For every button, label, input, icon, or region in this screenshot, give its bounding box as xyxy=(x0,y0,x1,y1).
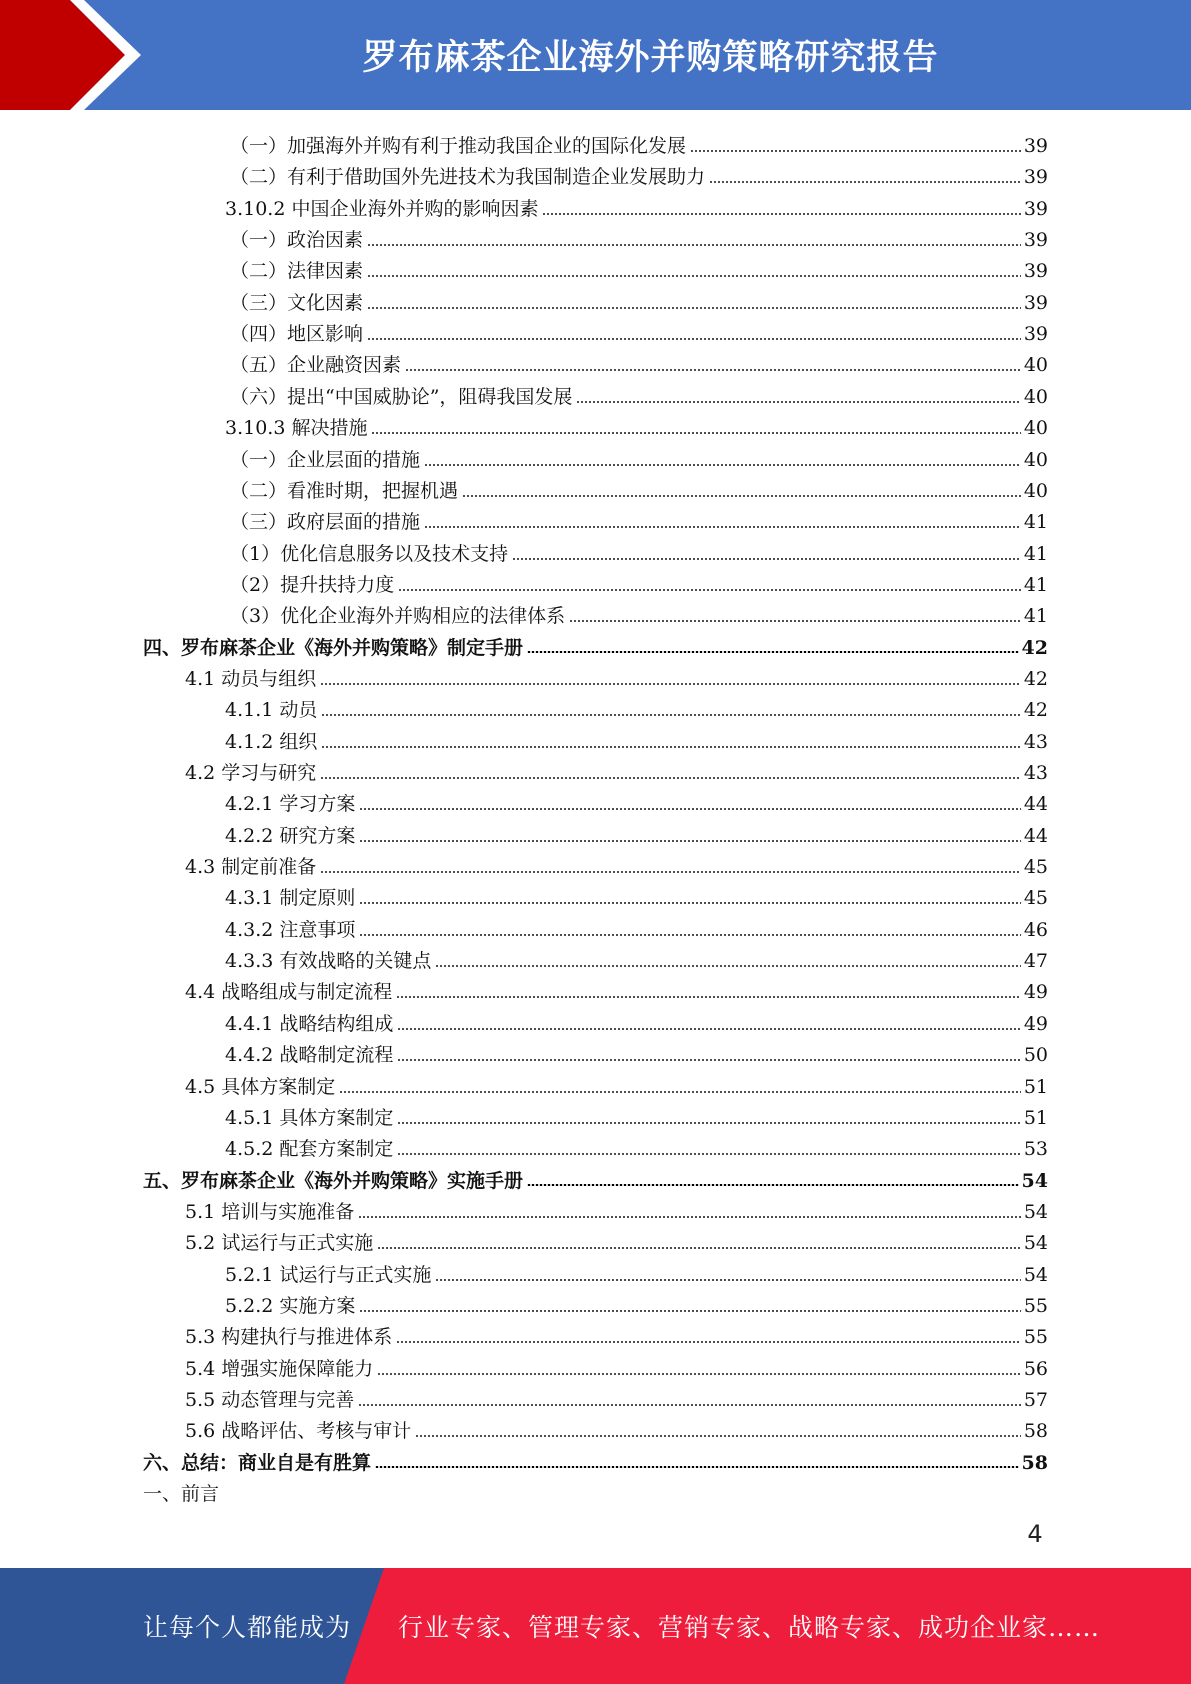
toc-entry[interactable] xyxy=(185,1412,1048,1443)
toc-entry-label: 5.2.1 试运行与正式实施 xyxy=(225,1263,432,1286)
toc-entry-label: （一）企业层面的措施 xyxy=(230,448,421,471)
toc-entry-page: 39 xyxy=(1023,291,1048,314)
toc-entry-label: 5.1 培训与实施准备 xyxy=(185,1200,355,1223)
toc-entry[interactable] xyxy=(230,221,1048,252)
toc-entry-label: （三）政府层面的措施 xyxy=(230,511,421,534)
toc-entry[interactable] xyxy=(185,1193,1048,1224)
toc-entry-page: 51 xyxy=(1023,1106,1048,1129)
toc-dot-leader xyxy=(375,1466,1019,1469)
toc-entry-label: （二）有利于借助国外先进技术为我国制造企业发展助力 xyxy=(230,166,706,189)
toc-entry-label: 4.2.1 学习方案 xyxy=(225,793,356,816)
toc-dot-leader xyxy=(397,1028,1020,1030)
page-footer xyxy=(0,1568,1191,1684)
toc-entry-label: （二）看准时期，把握机遇 xyxy=(230,479,459,502)
toc-entry[interactable] xyxy=(225,190,1048,221)
toc-dot-leader xyxy=(358,1216,1021,1218)
toc-entry-page: 39 xyxy=(1023,229,1048,252)
toc-entry-page: 41 xyxy=(1023,511,1048,534)
toc-entry-label: 5.2 试运行与正式实施 xyxy=(185,1232,374,1255)
toc-entry[interactable] xyxy=(225,817,1048,848)
toc-dot-leader xyxy=(424,526,1021,528)
toc-entry-page: 45 xyxy=(1023,887,1048,910)
toc-dot-leader xyxy=(709,181,1021,183)
toc-dot-leader xyxy=(339,1091,1021,1093)
footer-slogan-left: 让每个人都能成为 xyxy=(143,1613,352,1642)
toc-entry-page: 55 xyxy=(1023,1294,1048,1317)
toc-entry-page: 39 xyxy=(1023,135,1048,157)
toc-entry-label: （一）政治因素 xyxy=(230,229,364,252)
toc-entry[interactable] xyxy=(185,1068,1048,1099)
toc-entry-label: 5.2.2 实施方案 xyxy=(225,1294,356,1317)
toc-entry[interactable] xyxy=(230,346,1048,377)
toc-dot-leader xyxy=(542,213,1020,215)
toc-dot-leader xyxy=(377,1373,1021,1375)
toc-entry[interactable] xyxy=(143,629,1048,660)
toc-entry-page: 40 xyxy=(1023,448,1048,471)
toc-entry[interactable] xyxy=(225,1099,1048,1130)
toc-dot-leader xyxy=(358,1404,1021,1406)
toc-dot-leader xyxy=(367,244,1021,246)
toc-dot-leader xyxy=(359,1310,1020,1312)
toc-entry-label: 4.3.1 制定原则 xyxy=(225,887,356,910)
toc-entry-page: 54 xyxy=(1021,1169,1048,1192)
toc-entry-label: （二）法律因素 xyxy=(230,260,364,283)
footer-slogan-right: 行业专家、管理专家、营销专家、战略专家、成功企业家…… xyxy=(398,1613,1101,1642)
toc-dot-leader xyxy=(527,1184,1019,1187)
toc-entry-label: 3.10.3 解决措施 xyxy=(225,417,368,440)
toc-entry-page: 54 xyxy=(1023,1263,1048,1286)
toc-entry[interactable] xyxy=(225,1287,1048,1318)
toc-entry[interactable] xyxy=(230,252,1048,283)
toc-entry-page: 42 xyxy=(1021,636,1048,659)
toc-entry[interactable] xyxy=(230,472,1048,503)
toc-entry-page: 50 xyxy=(1023,1044,1048,1067)
toc-entry[interactable] xyxy=(185,973,1048,1004)
toc-entry-page: 41 xyxy=(1023,605,1048,628)
toc-dot-leader xyxy=(405,369,1021,371)
toc-entry-label: （2）提升扶持力度 xyxy=(230,573,395,596)
toc-entry-label: 4.3.2 注意事项 xyxy=(225,918,356,941)
toc-entry-page: 45 xyxy=(1023,856,1048,879)
toc-entry-page: 49 xyxy=(1023,981,1048,1004)
toc-entry[interactable] xyxy=(225,409,1048,440)
toc-entry-page: 39 xyxy=(1023,197,1048,220)
toc-entry-label: 5.4 增强实施保障能力 xyxy=(185,1357,374,1380)
toc-dot-leader xyxy=(397,1122,1020,1124)
toc-entry-label: 4.4 战略组成与制定流程 xyxy=(185,981,393,1004)
toc-entry[interactable] xyxy=(230,127,1048,158)
toc-entry-page: 40 xyxy=(1023,385,1048,408)
toc-entry-label: （1）优化信息服务以及技术支持 xyxy=(230,542,509,565)
toc-entry[interactable] xyxy=(225,1256,1048,1287)
toc-dot-leader xyxy=(435,965,1020,967)
toc-entry[interactable] xyxy=(143,1162,1048,1193)
toc-entry[interactable] xyxy=(225,1130,1048,1161)
toc-entry[interactable] xyxy=(225,785,1048,816)
toc-entry-label: 4.4.2 战略制定流程 xyxy=(225,1044,394,1067)
toc-entry-page: 51 xyxy=(1023,1075,1048,1098)
toc-entry[interactable] xyxy=(225,691,1048,722)
toc-entry-page: 44 xyxy=(1023,824,1048,847)
toc-dot-leader xyxy=(396,1341,1021,1343)
toc-entry[interactable] xyxy=(230,535,1048,566)
toc-dot-leader xyxy=(569,620,1021,622)
toc-entry-label: 5.5 动态管理与完善 xyxy=(185,1389,355,1411)
toc-entry-page: 39 xyxy=(1023,260,1048,283)
toc-dot-leader xyxy=(512,558,1021,560)
toc-entry[interactable] xyxy=(143,1475,221,1506)
toc-entry-label: 四、罗布麻茶企业《海外并购策略》制定手册 xyxy=(143,636,524,659)
toc-entry[interactable] xyxy=(225,723,1048,754)
toc-entry[interactable] xyxy=(230,503,1048,534)
toc-entry-page: 54 xyxy=(1023,1200,1048,1223)
toc-entry[interactable] xyxy=(185,754,1048,785)
toc-entry-label: 3.10.2 中国企业海外并购的影响因素 xyxy=(225,197,539,220)
toc-entry-label: 4.1.1 动员 xyxy=(225,699,318,722)
toc-entry[interactable] xyxy=(230,566,1048,597)
toc-entry-page: 41 xyxy=(1023,542,1048,565)
toc-entry[interactable] xyxy=(230,158,1048,189)
toc-entry-label: 4.2 学习与研究 xyxy=(185,762,317,784)
toc-dot-leader xyxy=(359,934,1020,936)
toc-entry-page: 40 xyxy=(1023,417,1048,440)
toc-entry-label: 4.3 制定前准备 xyxy=(185,856,317,879)
page-header xyxy=(0,0,1191,110)
toc-entry[interactable] xyxy=(225,879,1048,910)
toc-dot-leader xyxy=(367,338,1021,340)
toc-entry-label: 4.2.2 研究方案 xyxy=(225,824,356,847)
toc-entry[interactable] xyxy=(185,1381,1048,1412)
toc-dot-leader xyxy=(367,275,1021,277)
toc-dot-leader xyxy=(371,432,1020,434)
report-title: 罗布麻茶企业海外并购策略研究报告 xyxy=(362,38,939,78)
toc-dot-leader xyxy=(359,808,1020,810)
toc-entry[interactable] xyxy=(230,315,1048,346)
toc-dot-leader xyxy=(424,464,1021,466)
toc-entry-label: （一）加强海外并购有利于推动我国企业的国际化发展 xyxy=(230,135,687,157)
toc-dot-leader xyxy=(320,777,1021,779)
toc-dot-leader xyxy=(359,902,1020,904)
toc-dot-leader xyxy=(321,714,1020,716)
toc-entry-page: 41 xyxy=(1023,573,1048,596)
toc-entry-label: （四）地区影响 xyxy=(230,323,364,346)
page-number: 4 xyxy=(1027,1520,1043,1548)
toc-entry-label: （三）文化因素 xyxy=(230,291,364,314)
toc-dot-leader xyxy=(377,1247,1021,1249)
toc-entry-page: 46 xyxy=(1023,918,1048,941)
toc-entry-label: （五）企业融资因素 xyxy=(230,354,402,377)
toc-dot-leader xyxy=(321,746,1020,748)
toc-entry-page: 39 xyxy=(1023,166,1048,189)
toc-dot-leader xyxy=(367,307,1021,309)
toc-entry[interactable] xyxy=(185,1350,1048,1381)
toc-entry-label: 4.5.2 配套方案制定 xyxy=(225,1138,394,1161)
header-chevron-decoration xyxy=(0,0,160,110)
toc-dot-leader xyxy=(398,589,1021,591)
toc-entry[interactable] xyxy=(143,1444,1048,1475)
toc-dot-leader xyxy=(690,150,1021,152)
toc-entry[interactable] xyxy=(230,378,1048,409)
toc-entry[interactable] xyxy=(185,1224,1048,1255)
toc-entry[interactable] xyxy=(225,1005,1048,1036)
toc-entry-label: （六）提出“中国威胁论”，阻碍我国发展 xyxy=(230,385,573,408)
toc-entry-page: 47 xyxy=(1023,950,1048,973)
toc-dot-leader xyxy=(397,1059,1020,1061)
toc-entry-page: 43 xyxy=(1023,730,1048,753)
toc-entry-label: （3）优化企业海外并购相应的法律体系 xyxy=(230,605,566,628)
toc-dot-leader xyxy=(396,996,1021,998)
toc-entry-label: 4.1.2 组织 xyxy=(225,730,318,753)
toc-entry-label: 4.5.1 具体方案制定 xyxy=(225,1106,394,1129)
toc-entry-page: 40 xyxy=(1023,354,1048,377)
toc-entry-page: 49 xyxy=(1023,1012,1048,1035)
toc-entry-label: 五、罗布麻茶企业《海外并购策略》实施手册 xyxy=(143,1169,524,1192)
toc-dot-leader xyxy=(435,1279,1020,1281)
toc-entry-page: 44 xyxy=(1023,793,1048,816)
toc-entry-label: 4.3.3 有效战略的关键点 xyxy=(225,950,432,973)
toc-entry-page: 43 xyxy=(1023,762,1048,784)
toc-entry[interactable] xyxy=(185,1318,1048,1349)
toc-entry-page: 58 xyxy=(1023,1420,1048,1443)
toc-entry[interactable] xyxy=(225,1036,1048,1067)
toc-dot-leader xyxy=(359,840,1020,842)
toc-entry-label: 4.4.1 战略结构组成 xyxy=(225,1012,394,1035)
toc-entry-page: 54 xyxy=(1023,1232,1048,1255)
toc-dot-leader xyxy=(320,683,1021,685)
toc-entry-label: 5.3 构建执行与推进体系 xyxy=(185,1326,393,1349)
toc-entry-label: 一、前言 xyxy=(143,1483,220,1506)
toc-entry[interactable] xyxy=(230,597,1048,628)
toc-entry[interactable] xyxy=(230,441,1048,472)
toc-entry-label: 六、总结：商业自是有胜算 xyxy=(143,1451,372,1474)
toc-dot-leader xyxy=(415,1435,1021,1437)
toc-entry[interactable] xyxy=(225,942,1048,973)
toc-entry[interactable] xyxy=(185,848,1048,879)
toc-dot-leader xyxy=(462,495,1021,497)
toc-entry[interactable] xyxy=(230,284,1048,315)
toc-entry-page: 55 xyxy=(1023,1326,1048,1349)
toc-dot-leader xyxy=(320,871,1021,873)
toc-entry-page: 57 xyxy=(1023,1389,1048,1411)
toc-entry-page: 58 xyxy=(1021,1451,1048,1474)
toc-entry-label: 4.5 具体方案制定 xyxy=(185,1075,336,1098)
toc-entry-page: 42 xyxy=(1023,699,1048,722)
toc-dot-leader xyxy=(527,651,1019,654)
toc-dot-leader xyxy=(397,1153,1020,1155)
toc-entry[interactable] xyxy=(225,911,1048,942)
toc-entry-label: 5.6 战略评估、考核与审计 xyxy=(185,1420,412,1443)
toc-entry-page: 40 xyxy=(1023,479,1048,502)
toc-dot-leader xyxy=(576,401,1020,403)
toc-entry-label: 4.1 动员与组织 xyxy=(185,667,317,690)
toc-entry-page: 39 xyxy=(1023,323,1048,346)
toc-entry[interactable] xyxy=(185,660,1048,691)
toc-entry-page: 56 xyxy=(1023,1357,1048,1380)
toc-entry-page: 42 xyxy=(1023,667,1048,690)
toc-entry-page: 53 xyxy=(1023,1138,1048,1161)
